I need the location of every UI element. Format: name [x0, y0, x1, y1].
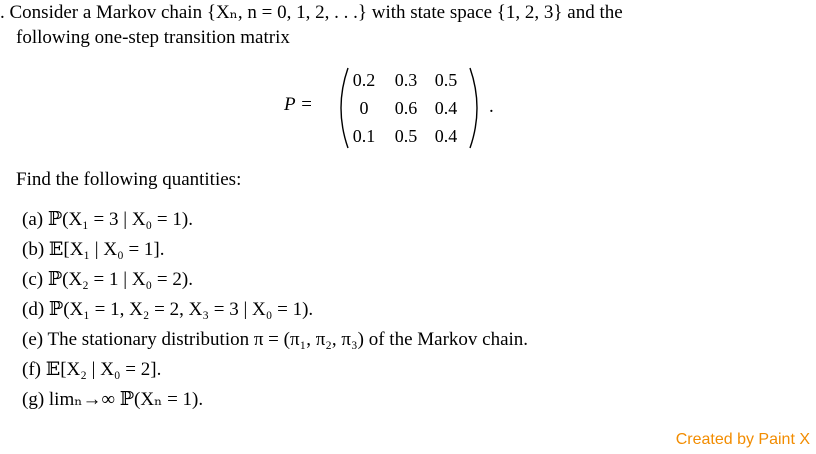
question-label: (c) [22, 269, 44, 290]
find-heading: Find the following quantities: [16, 169, 242, 190]
question-label: (a) [22, 209, 44, 230]
question-text: 𝔼[X₁ | X₀ = 1]. [48, 239, 165, 260]
question-text: ℙ(X₁ = 3 | X₀ = 1). [47, 209, 193, 230]
question-text: limₙ→∞ ℙ(Xₙ = 1). [48, 389, 204, 410]
matrix-cell: 0.2 [352, 70, 376, 90]
right-paren [470, 68, 477, 148]
matrix-label: P = [284, 94, 313, 115]
question-label: (b) [22, 239, 45, 260]
watermark-text: Created by Paint X [675, 431, 810, 448]
left-paren [341, 68, 348, 148]
question-label: (d) [22, 299, 45, 320]
question-d [22, 298, 313, 322]
matrix-grid [334, 64, 484, 152]
question-f [22, 358, 161, 382]
question-c [22, 268, 193, 292]
question-a [22, 208, 193, 232]
matrix-cell: 0.5 [394, 126, 418, 146]
matrix-cell: 0.5 [434, 70, 458, 90]
intro-line-2: following one-step transition matrix [16, 27, 290, 48]
question-e [22, 328, 528, 352]
matrix-cell: 0 [359, 98, 369, 118]
matrix-period: . [489, 96, 494, 117]
question-b [22, 238, 165, 262]
question-text: ℙ(X₁ = 1, X₂ = 2, X₃ = 3 | X₀ = 1). [48, 299, 314, 320]
question-label: (e) [22, 329, 44, 350]
matrix-cell: 0.6 [394, 98, 418, 118]
question-text: The stationary distribution π = (π₁, π₂, π₃) of the Markov chain. [47, 329, 529, 350]
matrix-cell: 0.3 [394, 70, 418, 90]
question-text: 𝔼[X₂ | X₀ = 2]. [45, 359, 162, 380]
question-g [22, 388, 203, 412]
matrix-cell: 0.1 [352, 126, 376, 146]
matrix-cell: 0.4 [434, 98, 458, 118]
question-label: (f) [22, 359, 41, 380]
transition-matrix [284, 64, 514, 152]
intro-line-1: . Consider a Markov chain {Xₙ, n = 0, 1, 2, . . .} with state space {1, 2, 3} and the [0, 2, 623, 23]
matrix-cell: 0.4 [434, 126, 458, 146]
question-label: (g) [22, 389, 45, 410]
question-text: ℙ(X₂ = 1 | X₀ = 2). [47, 269, 193, 290]
